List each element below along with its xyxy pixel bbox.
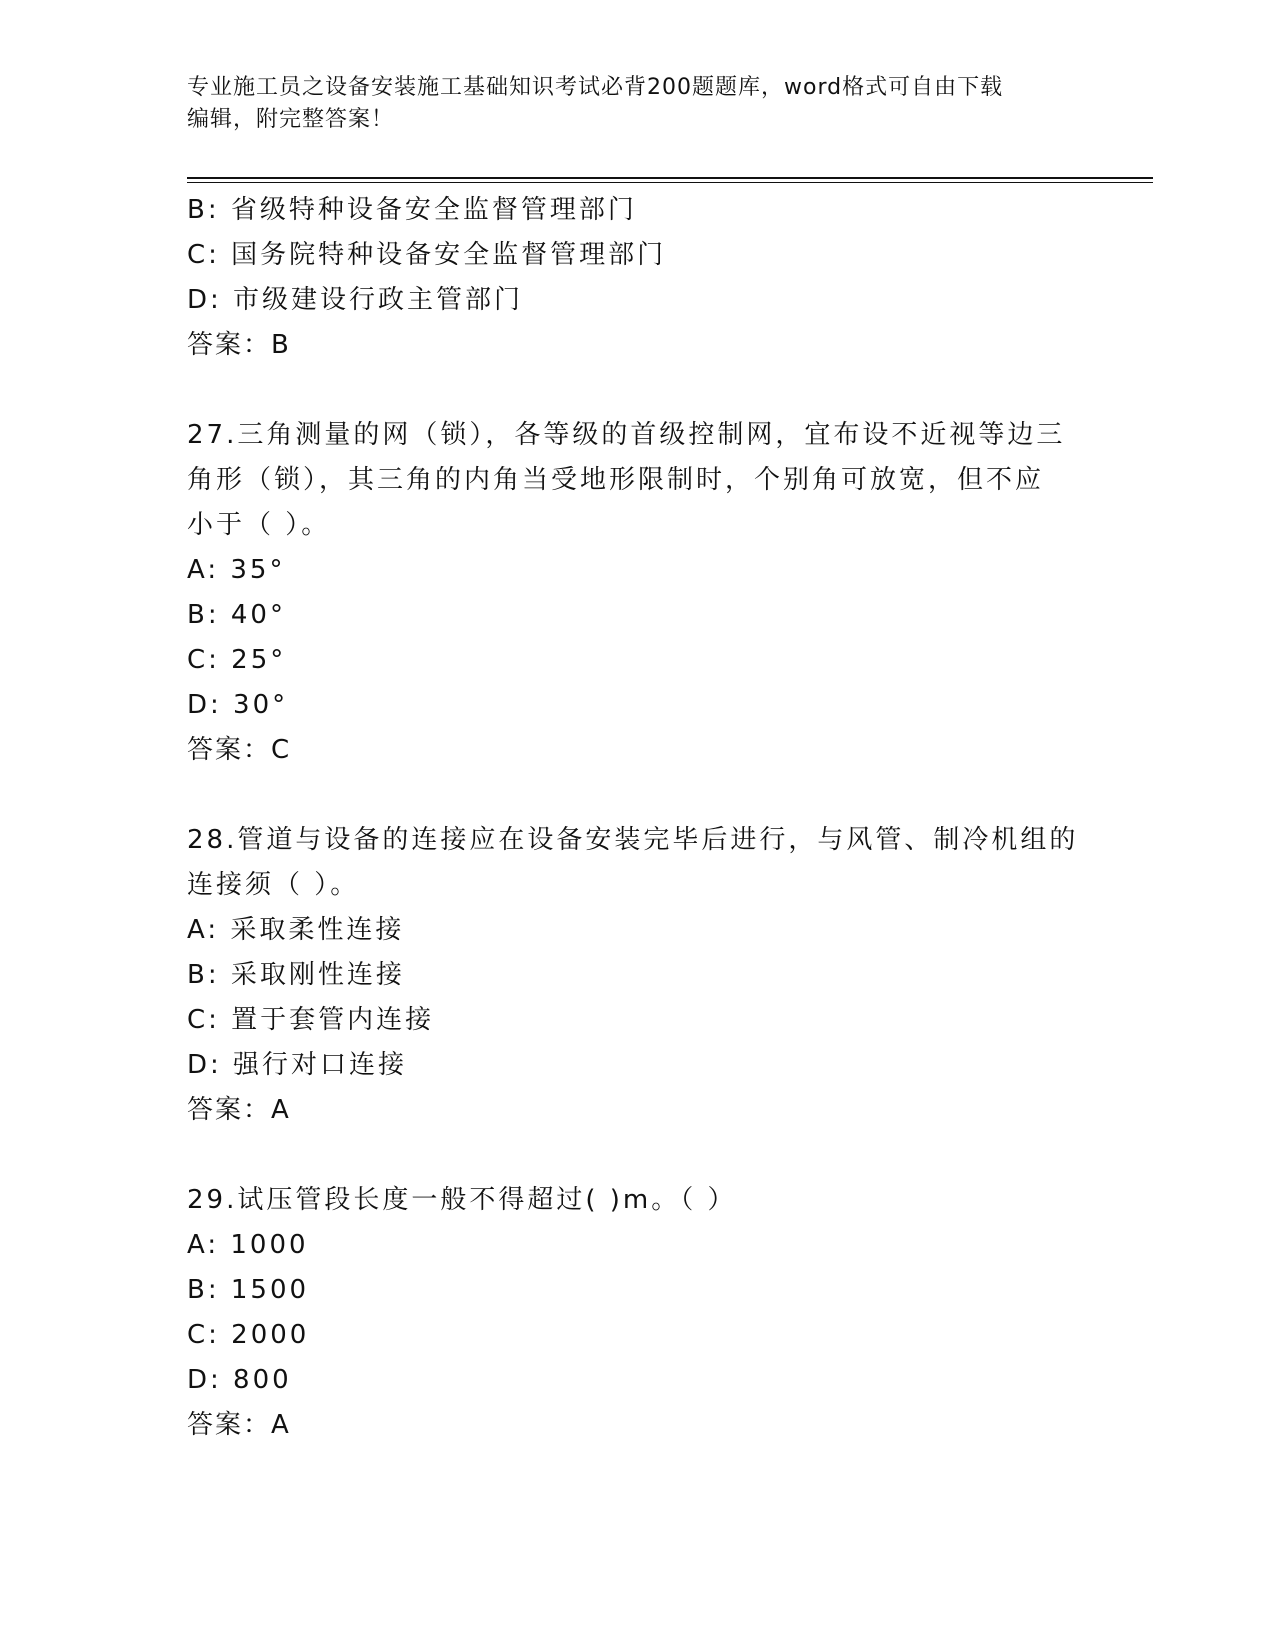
q27-option-c: C: 25° bbox=[187, 645, 287, 675]
q27-option-a: A: 35° bbox=[187, 555, 286, 585]
q28-option-b: B: 采取刚性连接 bbox=[187, 960, 405, 990]
q28-option-c: C: 置于套管内连接 bbox=[187, 1005, 435, 1035]
q29-stem-line-1: 29.试压管段长度一般不得超过( )m。（ ） bbox=[187, 1185, 737, 1215]
q28-answer: 答案：A bbox=[187, 1095, 291, 1125]
q29-option-b: B: 1500 bbox=[187, 1275, 310, 1305]
q27-option-d: D: 30° bbox=[187, 690, 289, 720]
q27-stem-line-3: 小于（ ）。 bbox=[187, 510, 331, 540]
q29-option-c: C: 2000 bbox=[187, 1320, 310, 1350]
q28-stem-line-1: 28.管道与设备的连接应在设备安装完毕后进行，与风管、制冷机组的 bbox=[187, 825, 1079, 855]
q28-stem-line-2: 连接须（ ）。 bbox=[187, 870, 360, 900]
q26-answer: 答案：B bbox=[187, 330, 291, 360]
header-title-line-1: 专业施工员之设备安装施工基础知识考试必背200题题库，word格式可自由下载 bbox=[187, 75, 1004, 100]
q27-option-b: B: 40° bbox=[187, 600, 286, 630]
q28-option-d: D: 强行对口连接 bbox=[187, 1050, 408, 1080]
q27-stem-line-2: 角形（锁），其三角的内角当受地形限制时，个别角可放宽，但不应 bbox=[187, 465, 1045, 495]
q29-answer: 答案：A bbox=[187, 1410, 291, 1440]
q28-option-a: A: 采取柔性连接 bbox=[187, 915, 405, 945]
header-divider-thick bbox=[187, 177, 1153, 179]
q29-option-d: D: 800 bbox=[187, 1365, 292, 1395]
header-divider-thin bbox=[187, 182, 1153, 183]
q27-answer: 答案：C bbox=[187, 735, 292, 765]
q26-option-c: C: 国务院特种设备安全监督管理部门 bbox=[187, 240, 667, 270]
q26-option-b: B: 省级特种设备安全监督管理部门 bbox=[187, 195, 637, 225]
q26-option-d: D: 市级建设行政主管部门 bbox=[187, 285, 524, 315]
document-header bbox=[187, 72, 1087, 136]
q29-option-a: A: 1000 bbox=[187, 1230, 309, 1260]
header-title-line-2: 编辑，附完整答案！ bbox=[187, 107, 395, 132]
q27-stem-line-1: 27.三角测量的网（锁），各等级的首级控制网，宜布设不近视等边三 bbox=[187, 420, 1066, 450]
